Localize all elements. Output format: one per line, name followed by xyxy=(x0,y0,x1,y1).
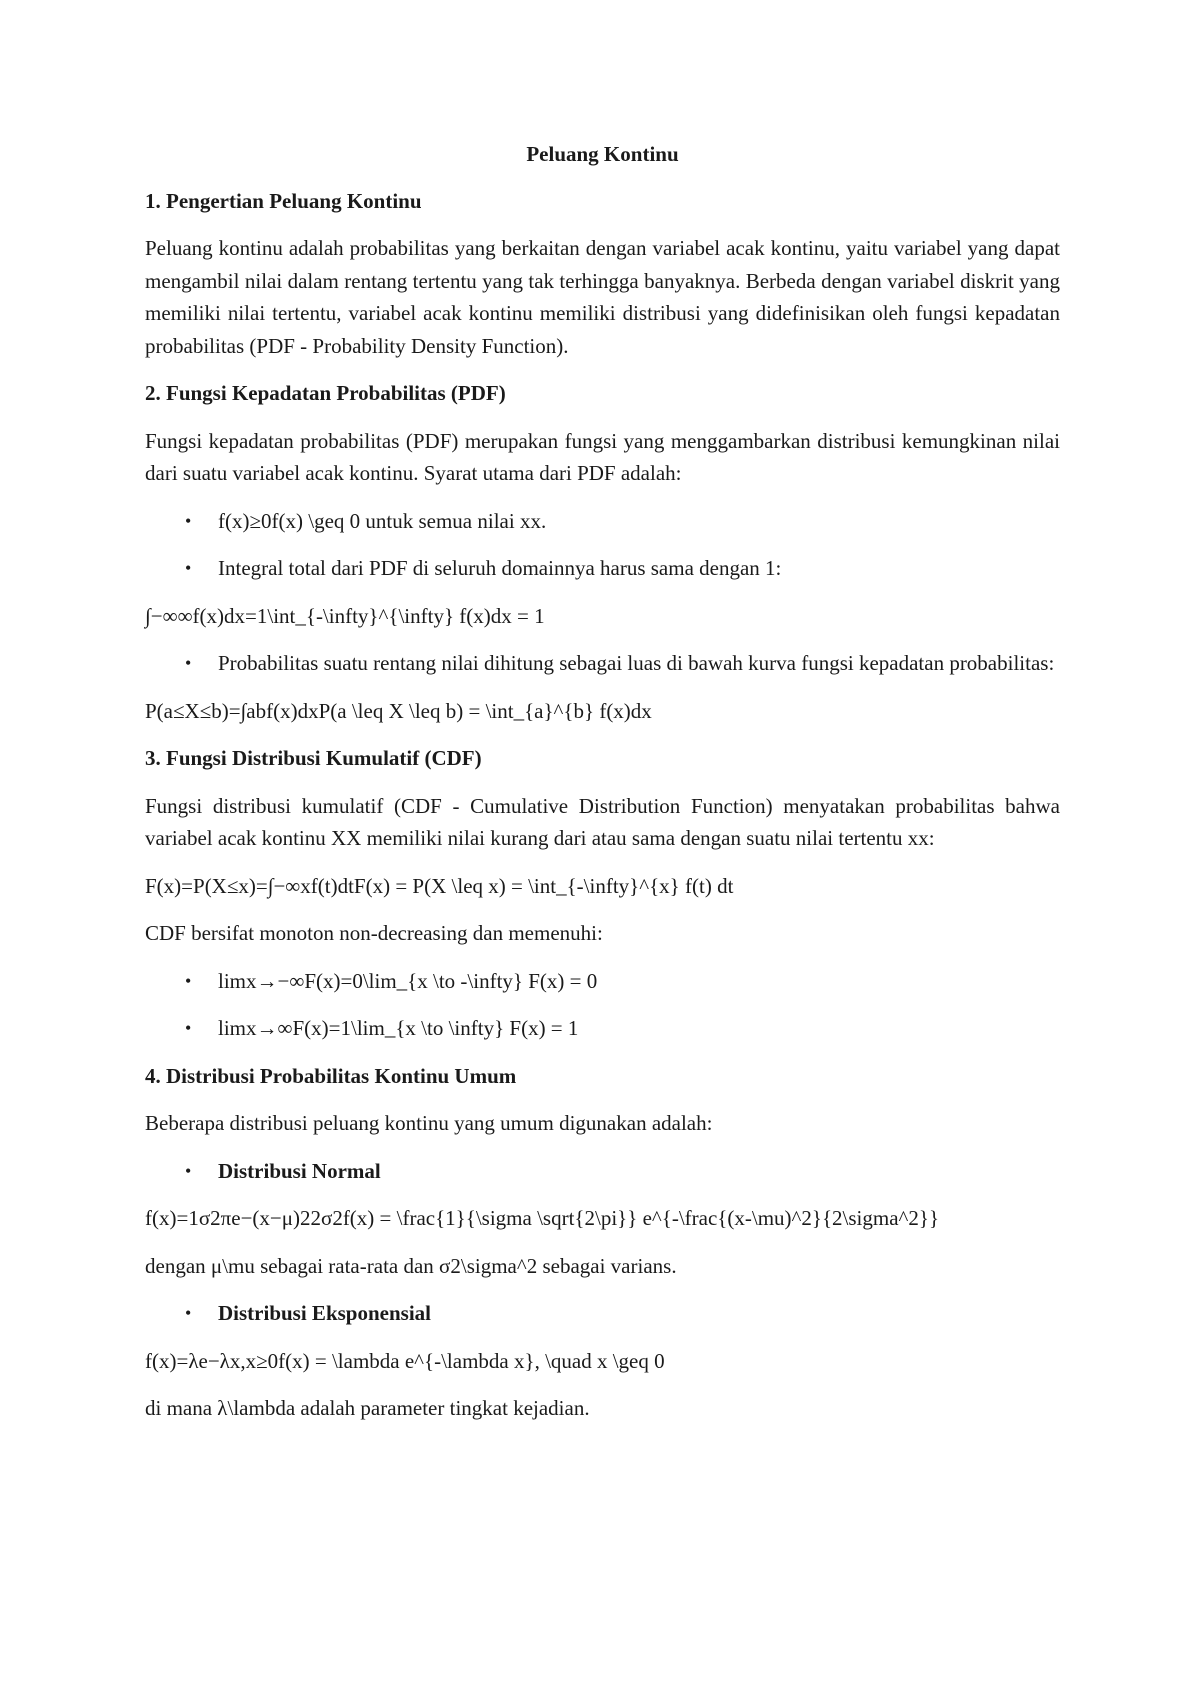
exponential-distribution-note: di mana λ\lambda adalah parameter tingkat kejadian. xyxy=(145,1396,590,1420)
bullet-dot: • xyxy=(185,558,192,578)
section-4-heading: 4. Distribusi Probabilitas Kontinu Umum xyxy=(145,1063,517,1088)
section-1-heading: 1. Pengertian Peluang Kontinu xyxy=(145,188,422,213)
document-title: Peluang Kontinu xyxy=(526,142,679,166)
pdf-integral-formula: ∫−∞∞f(x)dx=1\int_{-\infty}^{\infty} f(x)dx = 1 xyxy=(145,603,545,628)
section-2-bullets-a xyxy=(145,505,1060,585)
list-item xyxy=(145,505,1060,538)
normal-distribution-note: dengan μ\mu sebagai rata-rata dan σ2\sigma^2 sebagai varians. xyxy=(145,1253,677,1278)
section-3-paragraph: Fungsi distribusi kumulatif (CDF - Cumulative Distribution Function) menyatakan probabilitas bahwa variabel acak kontinu XX memiliki nilai kurang dari atau sama dengan suatu nilai tertentu xx: xyxy=(145,793,1060,850)
section-2-paragraph: Fungsi kepadatan probabilitas (PDF) merupakan fungsi yang menggambarkan distribusi kemungkinan nilai dari suatu variabel acak kontinu. Syarat utama dari PDF adalah: xyxy=(145,428,1060,485)
bullet-dot: • xyxy=(185,1160,192,1181)
section-4-paragraph: Beberapa distribusi peluang kontinu yang umum digunakan adalah: xyxy=(145,1111,713,1135)
pdf-condition-1: f(x)≥0f(x) \geq 0 untuk semua nilai xx. xyxy=(218,508,547,533)
bullet-dot: • xyxy=(185,1303,192,1323)
normal-distribution-formula: f(x)=1σ2πe−(x−μ)22σ2f(x) = \frac{1}{\sigma \sqrt{2\pi}} e^{-\frac{(x-\mu)^2}{2\sigma^2}} xyxy=(145,1206,940,1230)
normal-distribution-label: Distribusi Normal xyxy=(218,1158,381,1183)
exponential-distribution-formula: f(x)=λe−λx,x≥0f(x) = \lambda e^{-\lambda x}, \quad x \geq 0 xyxy=(145,1348,665,1373)
section-3-bullets xyxy=(145,965,1060,1045)
section-3-heading: 3. Fungsi Distribusi Kumulatif (CDF) xyxy=(145,746,482,770)
section-2-bullets-b xyxy=(145,647,1060,680)
exponential-distribution-label: Distribusi Eksponensial xyxy=(218,1301,431,1325)
pdf-condition-3: Probabilitas suatu rentang nilai dihitung sebagai luas di bawah kurva fungsi kepadatan probabilitas: xyxy=(218,651,1055,675)
pdf-condition-2: Integral total dari PDF di seluruh domainnya harus sama dengan 1: xyxy=(218,556,782,580)
bullet-dot: • xyxy=(185,970,192,991)
list-item xyxy=(145,647,1060,680)
list-item xyxy=(145,1155,1060,1188)
section-3-paragraph-2: CDF bersifat monoton non-decreasing dan memenuhi: xyxy=(145,921,603,945)
cdf-limit-2: lim⁡x→∞F(x)=1\lim_{x \to \infty} F(x) = 1 xyxy=(218,1016,579,1040)
cdf-formula: F(x)=P(X≤x)=∫−∞xf(t)dtF(x) = P(X \leq x) = \int_{-\infty}^{x} f(t) dt xyxy=(145,873,734,898)
list-item xyxy=(145,1297,1060,1330)
bullet-dot: • xyxy=(185,510,192,531)
section-2-heading: 2. Fungsi Kepadatan Probabilitas (PDF) xyxy=(145,381,506,405)
bullet-dot: • xyxy=(185,1018,192,1038)
pdf-range-formula: P(a≤X≤b)=∫abf(x)dxP(a \leq X \leq b) = \int_{a}^{b} f(x)dx xyxy=(145,698,652,723)
section-1-paragraph: Peluang kontinu adalah probabilitas yang berkaitan dengan variabel acak kontinu, yaitu variabel yang dapat mengambil nilai dalam rentang tertentu yang tak terhingga banyaknya. Berbeda dengan variabel diskrit yang memiliki nilai tertentu, variabel acak kontinu memiliki distribusi yang didefinisikan oleh fungsi kepadatan probabilitas (PDF - Probability Density Function). xyxy=(145,236,1060,358)
list-item xyxy=(145,552,1060,585)
bullet-dot: • xyxy=(185,653,192,673)
document-page xyxy=(145,138,1060,1440)
list-item xyxy=(145,1012,1060,1045)
normal-distribution-bullet xyxy=(145,1155,1060,1188)
exponential-distribution-bullet xyxy=(145,1297,1060,1330)
list-item xyxy=(145,965,1060,998)
cdf-limit-1: lim⁡x→−∞F(x)=0\lim_{x \to -\infty} F(x) = 0 xyxy=(218,968,598,993)
